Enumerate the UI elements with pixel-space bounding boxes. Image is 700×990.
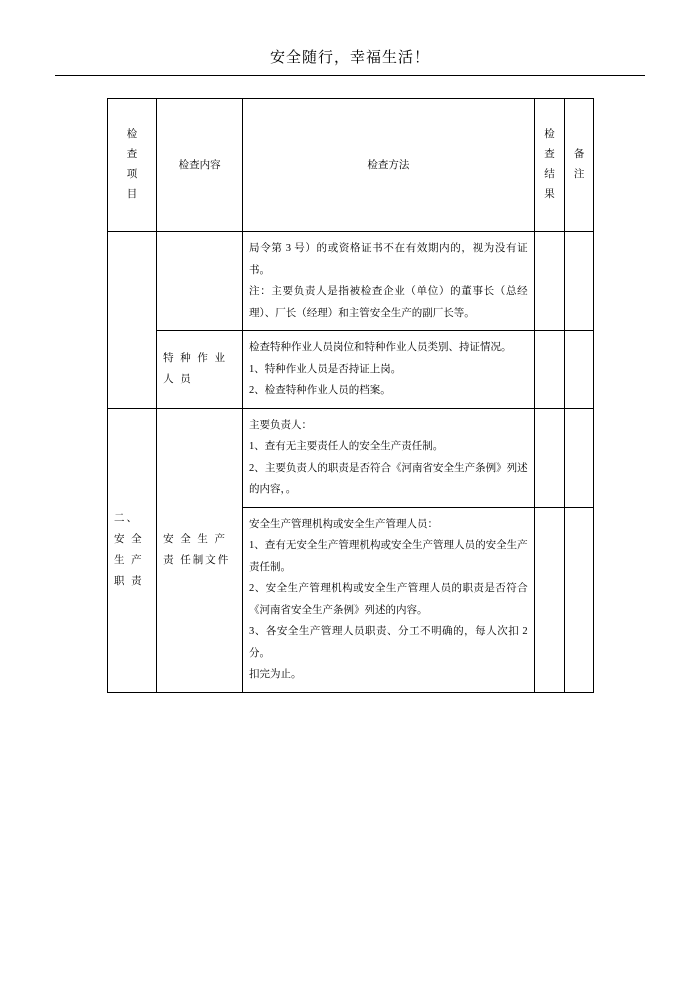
row-remark-cell <box>565 507 594 692</box>
method-line: 注：主要负责人是指被检查企业（单位）的董事长（总经理）、厂长（经理）和主管安全生产的副厂长等。 <box>249 286 528 319</box>
header-divider <box>55 75 645 76</box>
row-remark-cell <box>565 408 594 507</box>
row-method-cell <box>243 408 535 507</box>
method-line: 局令第 3 号）的或资格证书不在有效期内的，视为没有证书。 <box>249 243 528 276</box>
column-header-item <box>108 99 157 232</box>
row-result-cell <box>534 232 565 331</box>
table-header-row <box>108 99 594 232</box>
row-method-cell <box>243 331 535 409</box>
row-method-cell <box>243 232 535 331</box>
method-line: 扣完为止。 <box>249 669 302 681</box>
method-line: 安全生产管理机构或安全生产管理人员： <box>249 518 439 530</box>
page-header <box>0 0 700 67</box>
row-item-cell: 二、安 全 生 产 职 责 <box>108 408 157 692</box>
method-line: 2、检查特种作业人员的档案。 <box>249 385 391 397</box>
row-result-cell <box>534 408 565 507</box>
method-line: 3、各安全生产管理人员职责、分工不明确的，每人次扣 2 分。 <box>249 626 528 659</box>
row-item-cell <box>108 232 157 409</box>
row-remark-cell <box>565 331 594 409</box>
column-header-method <box>243 99 535 232</box>
row-method-cell <box>243 507 535 692</box>
method-line: 主要负责人： <box>249 419 313 431</box>
method-line: 1、查有无安全生产管理机构或安全生产管理人员的安全生产责任制。 <box>249 540 528 573</box>
table-row <box>108 331 594 409</box>
inspection-table <box>107 98 594 693</box>
row-remark-cell <box>565 232 594 331</box>
row-content-cell: 特 种 作 业 人 员 <box>157 331 243 409</box>
column-header-method-label: 检查方法 <box>367 159 410 171</box>
column-header-item-label: 检 查 项 目 <box>126 129 138 200</box>
table-row <box>108 232 594 331</box>
column-header-remark <box>565 99 594 232</box>
method-line: 检查特种作业人员岗位和特种作业人员类别、持证情况。 <box>249 342 512 354</box>
row-content-cell: 安 全 生 产 责 任制文件 <box>157 408 243 692</box>
method-line: 2、安全生产管理机构或安全生产管理人员的职责是否符合《河南省安全生产条例》列述的内容。 <box>249 583 528 616</box>
row-content-cell <box>157 232 243 331</box>
column-header-content-label: 检查内容 <box>178 159 221 171</box>
table-row <box>108 408 594 507</box>
row-result-cell <box>534 331 565 409</box>
column-header-result <box>534 99 565 232</box>
method-line: 2、主要负责人的职责是否符合《河南省安全生产条例》列述的内容，。 <box>249 462 528 496</box>
row-result-cell <box>534 507 565 692</box>
header-title: 安全随行，幸福生活！ <box>269 50 430 66</box>
method-line: 1、特种作业人员是否持证上岗。 <box>249 363 402 375</box>
column-header-content <box>157 99 243 232</box>
column-header-result-label: 检 查 结 果 <box>544 129 555 200</box>
method-line: 1、查有无主要责任人的安全生产责任制。 <box>249 441 444 453</box>
column-header-remark-label: 备 注 <box>573 149 585 180</box>
